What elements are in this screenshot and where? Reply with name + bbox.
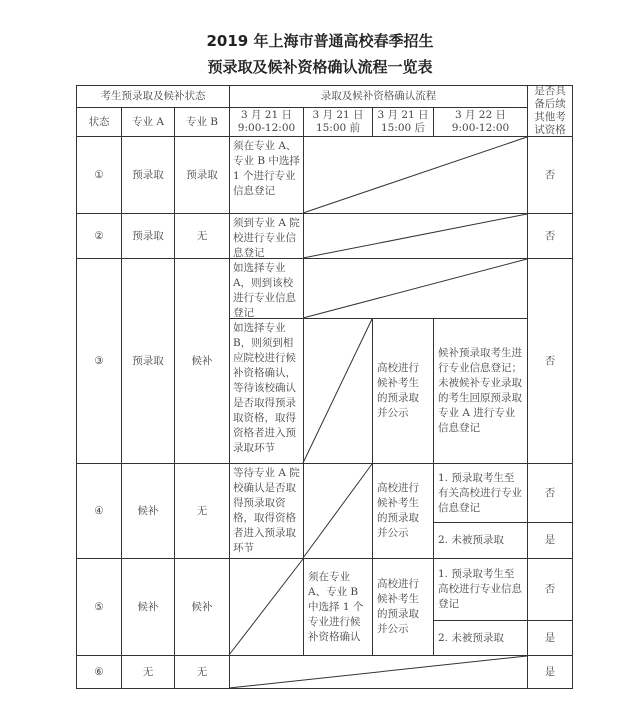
- row-eligibility: 否: [544, 354, 556, 367]
- row-eligibility-registered: 否: [544, 583, 556, 595]
- row-major-a: 候补: [137, 504, 159, 517]
- row-major-a: 候补: [137, 600, 159, 613]
- row-step1-option-a: 如选择专业 A，则到该校进行专业信息登记: [233, 262, 296, 319]
- row-major-b: 预录取: [186, 168, 218, 181]
- row-state: ④: [94, 504, 104, 517]
- na-diagonal-row1: [303, 137, 527, 213]
- row-major-b: 无: [196, 665, 208, 678]
- row-major-b: 无: [196, 504, 208, 517]
- na-diagonal-row4: [303, 464, 372, 558]
- row-step1-option-b: 如选择专业 B，则须到相应院校进行候补资格确认，等待该校确认是否取得预录取资格，取得资格者进入预录取环节: [233, 322, 296, 454]
- row-step4-registered: 1. 预录取考生至有关高校进行专业信息登记: [438, 471, 522, 514]
- header-group-status: 考生预录取及候补状态: [100, 90, 206, 102]
- row-step4-not-admitted: 2. 未被预录取: [438, 534, 504, 546]
- row-step1: 等待专业 A 院校确认是否取得预录取资格，取得资格者进入预录取环节: [233, 467, 300, 554]
- header-date-3: 3 月 21 日 15:00 后: [377, 109, 429, 134]
- na-diagonal-row6: [229, 656, 527, 688]
- row-step4-registered: 1. 预录取考生至高校进行专业信息登记: [438, 568, 522, 610]
- na-diagonal-row3a: [303, 259, 527, 318]
- header-major-a: 专业 A: [132, 115, 164, 128]
- row-step3: 高校进行候补考生的预录取并公示: [377, 482, 419, 539]
- row-step4: 候补预录取考生进行专业信息登记； 未被候补专业录取的考生回原预录取专业 A 进行专业信息登记: [438, 347, 522, 434]
- row-state: ①: [94, 168, 104, 181]
- header-group-flow: 录取及候补资格确认流程: [320, 90, 437, 102]
- row-step3: 高校进行候补考生的预录取并公示: [377, 362, 419, 419]
- row-step4-not-admitted: 2. 未被预录取: [438, 631, 504, 644]
- row-eligibility: 否: [544, 229, 556, 242]
- row-step1: 须在专业 A、专业 B 中选择 1 个进行专业信息登记: [233, 140, 300, 197]
- document-title-line1: 2019 年上海市普通高校春季招生: [206, 32, 434, 50]
- row-step3: 高校进行候补考生的预录取并公示: [377, 578, 419, 635]
- na-diagonal-row2: [303, 214, 527, 258]
- row-eligibility: 否: [544, 168, 556, 181]
- document-title-line2: 预录取及候补资格确认流程一览表: [207, 58, 433, 76]
- row-eligibility-registered: 否: [544, 486, 556, 499]
- row-major-b: 无: [196, 229, 208, 242]
- header-state: 状态: [88, 115, 110, 128]
- na-diagonal-row5: [229, 559, 303, 655]
- row-major-b: 候补: [191, 354, 213, 367]
- row-major-b: 候补: [191, 600, 213, 613]
- header-date-2: 3 月 21 日 15:00 前: [312, 109, 364, 134]
- row-step1: 须到专业 A 院校进行专业信息登记: [233, 217, 300, 259]
- row-eligibility-not-admitted: 是: [544, 631, 556, 644]
- na-diagonal-row3b: [303, 319, 372, 463]
- row-major-a: 无: [142, 665, 154, 678]
- header-date-1: 3 月 21 日 9:00-12:00: [237, 109, 296, 134]
- row-state: ③: [94, 354, 104, 367]
- header-eligibility: 是否具备后续其他考试资格: [534, 85, 566, 136]
- row-state: ⑤: [94, 600, 104, 613]
- row-step2: 须在专业 A、专业 B 中选择 1 个专业进行候补资格确认: [308, 570, 364, 643]
- row-major-a: 预录取: [132, 354, 164, 367]
- header-date-4: 3 月 22 日 9:00-12:00: [451, 109, 510, 134]
- row-eligibility-not-admitted: 是: [544, 534, 556, 546]
- row-state: ②: [94, 229, 104, 242]
- row-state: ⑥: [94, 665, 104, 678]
- row-eligibility: 是: [544, 665, 556, 678]
- row-major-a: 预录取: [132, 168, 164, 181]
- header-major-b: 专业 B: [185, 115, 219, 128]
- row-major-a: 预录取: [132, 229, 164, 242]
